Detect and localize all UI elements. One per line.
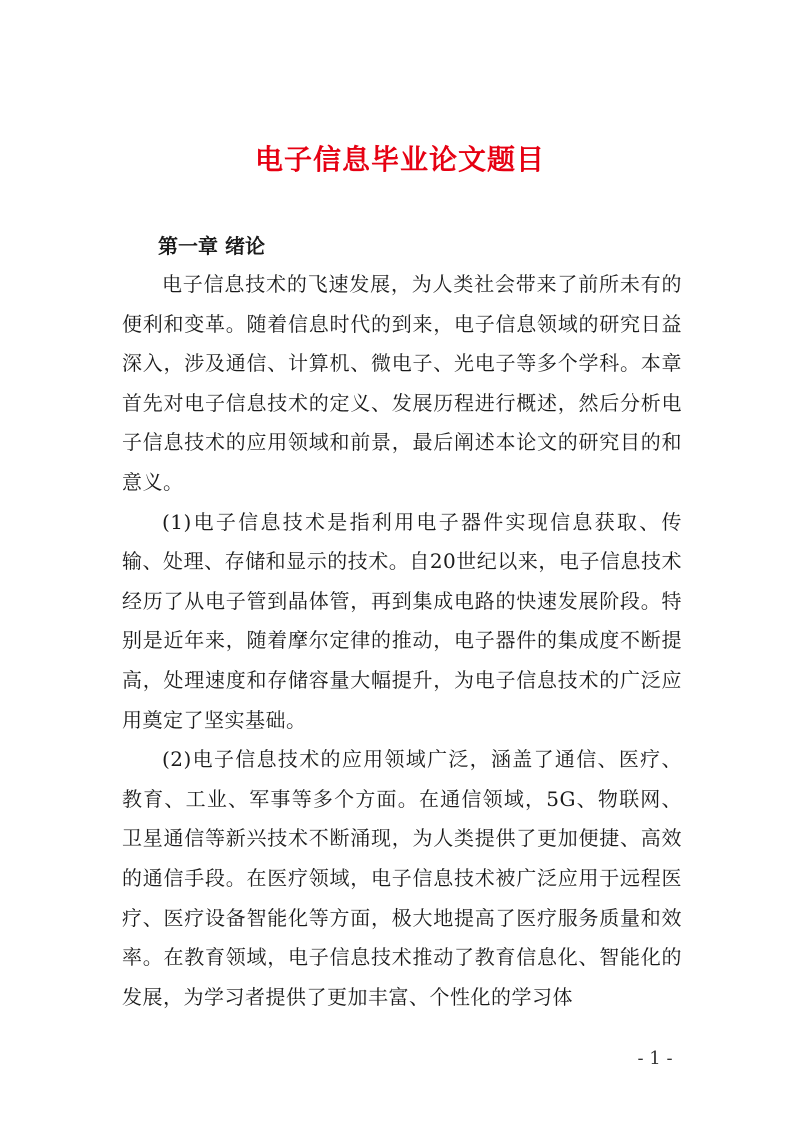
chapter-heading: 第一章 绪论 (158, 234, 265, 258)
page-number: - 1 - (637, 1048, 673, 1069)
document-title: 电子信息毕业论文题目 (254, 143, 545, 176)
paragraph-1: (1)电子信息技术是指利用电子器件实现信息获取、传输、处理、存储和显示的技术。自20世纪以来，电子信息技术经历了从电子管到晶体管，再到集成电路的快速发展阶段。特别是近年来，随着摩尔定律的推动，电子器件的集成度不断提高，处理速度和存储容量大幅提升，为电子信息技术的广泛应用奠定了坚实基础。 (122, 509, 682, 732)
body-text (122, 265, 682, 1017)
paragraph-2: (2)电子信息技术的应用领域广泛，涵盖了通信、医疗、教育、工业、军事等多个方面。在通信领域，5G、物联网、卫星通信等新兴技术不断涌现，为人类提供了更加便捷、高效的通信手段。在医疗领域，电子信息技术被广泛应用于远程医疗、医疗设备智能化等方面，极大地提高了医疗服务质量和效率。在教育领域，电子信息技术推动了教育信息化、智能化的发展，为学习者提供了更加丰富、个性化的学习体 (122, 747, 682, 1009)
paragraph-intro: 电子信息技术的飞速发展，为人类社会带来了前所未有的便利和变革。随着信息时代的到来，电子信息领域的研究日益深入，涉及通信、计算机、微电子、光电子等多个学科。本章首先对电子信息技术的定义、发展历程进行概述，然后分析电子信息技术的应用领域和前景，最后阐述本论文的研究目的和意义。 (122, 272, 682, 494)
